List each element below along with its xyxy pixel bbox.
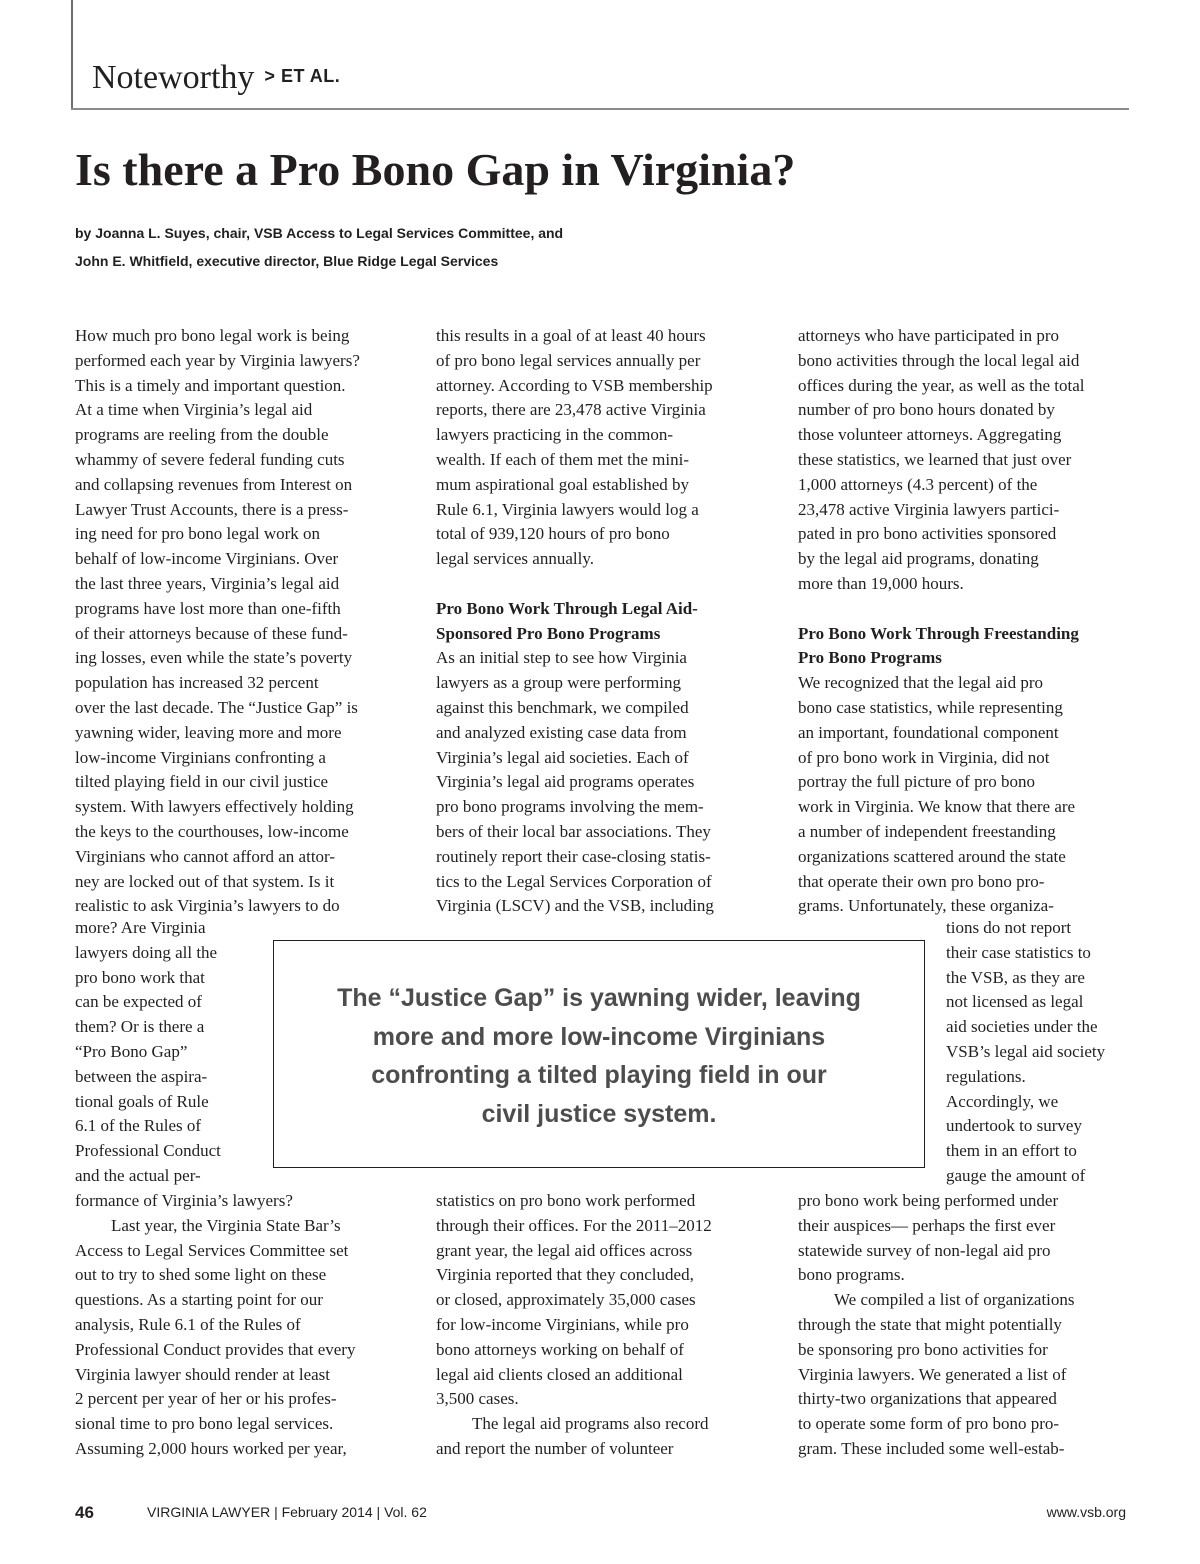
text-line: “Pro Bono Gap” [75, 1041, 188, 1061]
section-name: Noteworthy [92, 59, 255, 96]
text-line: Virginia reported that they concluded, [436, 1265, 694, 1285]
text-line: We compiled a list of organizations [834, 1290, 1075, 1310]
text-line: their case statistics to [946, 942, 1091, 962]
text-line: gauge the amount of [946, 1165, 1086, 1185]
column-3-wrap [946, 916, 1105, 1189]
text-line: by the legal aid programs, donating [798, 549, 1039, 569]
text-line: Virginia lawyers. We generated a list of [798, 1364, 1067, 1384]
text-line: not licensed as legal [946, 992, 1084, 1012]
column-3-top [798, 324, 1085, 919]
pull-quote-line: confronting a tilted playing field in our [371, 1061, 827, 1089]
column-3-intro [798, 324, 1085, 597]
text-line: regulations. [946, 1066, 1026, 1086]
text-line: of their attorneys because of these fund- [75, 623, 348, 643]
text-line: against this benchmark, we compiled [436, 697, 689, 717]
text-line: VSB’s legal aid society [946, 1041, 1106, 1061]
text-line: grant year, the legal aid offices across [436, 1240, 693, 1260]
text-line: or closed, approximately 35,000 cases [436, 1290, 696, 1310]
text-line: a number of independent freestanding [798, 821, 1056, 841]
column-2-intro [436, 324, 714, 572]
text-line: How much pro bono legal work is being [75, 326, 350, 345]
text-line: Virginia lawyer should render at least [75, 1364, 330, 1384]
text-line: ney are locked out of that system. Is it [75, 871, 335, 891]
column-3-spacer [798, 597, 1085, 622]
text-line: As an initial step to see how Virginia [436, 648, 687, 668]
text-line: an important, foundational component [798, 722, 1059, 742]
section-separator: > [264, 66, 275, 86]
text-line: for low-income Virginians, while pro [436, 1314, 689, 1334]
text-line: bono case statistics, while representing [798, 697, 1063, 717]
text-line: This is a timely and important question. [75, 375, 346, 395]
text-line: realistic to ask Virginia’s lawyers to do [75, 896, 340, 916]
article-title: Is there a Pro Bono Gap in Virginia? [75, 144, 796, 195]
footer-url: www.vsb.org [1046, 1504, 1126, 1520]
text-line: programs are reeling from the double [75, 425, 329, 445]
text-line: At a time when Virginia’s legal aid [75, 400, 313, 420]
text-line: 2 percent per year of her or his profes- [75, 1389, 337, 1409]
text-line: Access to Legal Services Committee set [75, 1240, 349, 1260]
text-line: through the state that might potentially [798, 1314, 1062, 1334]
text-line: Virginia (LSCV) and the VSB, including [436, 896, 714, 916]
text-line: Lawyer Trust Accounts, there is a press- [75, 499, 349, 519]
text-line: their auspices— perhaps the first ever [798, 1215, 1056, 1235]
magazine-info: VIRGINIA LAWYER | February 2014 | Vol. 62 [147, 1504, 427, 1520]
text-line: over the last decade. The “Justice Gap” is [75, 697, 358, 717]
column-2-bottom [436, 1189, 712, 1462]
column-2-top [436, 324, 714, 919]
text-line: bono activities through the local legal aid [798, 350, 1080, 370]
text-line: whammy of severe federal funding cuts [75, 449, 345, 469]
column-1-top [75, 324, 360, 919]
column-3-body [798, 671, 1085, 919]
text-line: Virginia’s legal aid programs operates [436, 772, 695, 792]
text-line: and report the number of volunteer [436, 1438, 674, 1458]
text-line: them in an effort to [946, 1141, 1077, 1161]
text-line: more than 19,000 hours. [798, 573, 964, 593]
text-line: the keys to the courthouses, low-income [75, 821, 349, 841]
text-line: between the aspira- [75, 1066, 208, 1086]
header-horizontal-rule [71, 108, 1129, 110]
text-line: work in Virginia. We know that there are [798, 797, 1076, 817]
text-line: tional goals of Rule [75, 1091, 209, 1111]
text-line: organizations scattered around the state [798, 846, 1066, 866]
text-line: Virginia’s legal aid societies. Each of [436, 747, 689, 767]
text-line: through their offices. For the 2011–2012 [436, 1215, 712, 1235]
text-line: bers of their local bar associations. They [436, 821, 711, 841]
text-line: tilted playing field in our civil justice [75, 772, 329, 792]
text-line: portray the full picture of pro bono [798, 772, 1035, 792]
text-line: analysis, Rule 6.1 of the Rules of [75, 1314, 301, 1334]
subheading-line: Pro Bono Work Through Freestanding [798, 623, 1079, 643]
pull-quote-line: civil justice system. [481, 1099, 717, 1128]
text-line: behalf of low-income Virginians. Over [75, 549, 339, 569]
text-line: reports, there are 23,478 active Virginia [436, 400, 706, 420]
text-line: tions do not report [946, 918, 1072, 937]
text-line: grams. Unfortunately, these organiza- [798, 896, 1054, 916]
text-line: tics to the Legal Services Corporation of [436, 871, 712, 891]
text-line: can be expected of [75, 992, 202, 1012]
text-line: be sponsoring pro bono activities for [798, 1339, 1048, 1359]
text-line: the VSB, as they are [946, 967, 1085, 987]
text-line: pated in pro bono activities sponsored [798, 524, 1057, 544]
subheading-line: Sponsored Pro Bono Programs [436, 623, 661, 643]
column-3-subheading [798, 622, 1085, 672]
subheading-line: Pro Bono Work Through Legal Aid- [436, 598, 698, 618]
text-line: bono attorneys working on behalf of [436, 1339, 684, 1359]
text-line: pro bono programs involving the mem- [436, 797, 704, 817]
text-line: formance of Virginia’s lawyers? [75, 1191, 293, 1210]
text-line: number of pro bono hours donated by [798, 400, 1055, 420]
section-subsection: ET AL. [280, 66, 341, 86]
pull-quote-line: more and more low-income Virginians [372, 1022, 826, 1051]
text-line: system. With lawyers effectively holding [75, 797, 354, 817]
text-line: questions. As a starting point for our [75, 1290, 323, 1310]
text-line: and collapsing revenues from Interest on [75, 474, 353, 494]
text-line: bono programs. [798, 1265, 905, 1285]
column-3-bottom [798, 1189, 1075, 1462]
text-line: total of 939,120 hours of pro bono [436, 524, 670, 544]
byline-line-2: John E. Whitfield, executive director, Blue Ridge Legal Services [75, 253, 499, 269]
text-line: lawyers as a group were performing [436, 673, 681, 693]
text-line: and the actual per- [75, 1165, 201, 1185]
text-line: yawning wider, leaving more and more [75, 722, 342, 742]
text-line: the last three years, Virginia’s legal aid [75, 573, 340, 593]
text-line: low-income Virginians confronting a [75, 747, 326, 767]
text-line: routinely report their case-closing statis- [436, 846, 711, 866]
text-line: attorney. According to VSB membership [436, 375, 713, 395]
text-line: 23,478 active Virginia lawyers partici- [798, 499, 1060, 519]
text-line: legal services annually. [436, 549, 594, 569]
text-line: those volunteer attorneys. Aggregating [798, 425, 1062, 445]
text-line: 6.1 of the Rules of [75, 1116, 202, 1136]
text-line: aid societies under the [946, 1017, 1098, 1037]
text-line: Accordingly, we [946, 1091, 1059, 1111]
text-line: lawyers doing all the [75, 942, 218, 962]
column-1-wrap [75, 916, 221, 1189]
text-line: 1,000 attorneys (4.3 percent) of the [798, 474, 1038, 494]
text-line: thirty-two organizations that appeared [798, 1389, 1057, 1409]
column-2-subheading [436, 597, 714, 647]
pull-quote [273, 940, 925, 1168]
text-line: Professional Conduct [75, 1141, 221, 1161]
text-line: attorneys who have participated in pro [798, 326, 1060, 345]
text-line: programs have lost more than one-fifth [75, 598, 341, 618]
text-line: them? Or is there a [75, 1017, 205, 1037]
column-2-body [436, 646, 714, 919]
section-header [92, 56, 340, 104]
text-line: ing losses, even while the state’s poverty [75, 648, 353, 668]
text-line: Professional Conduct provides that every [75, 1339, 356, 1359]
text-line: that operate their own pro bono pro- [798, 871, 1045, 891]
text-line: wealth. If each of them met the mini- [436, 449, 690, 469]
text-line: 3,500 cases. [436, 1389, 519, 1409]
text-line: these statistics, we learned that just over [798, 449, 1072, 469]
text-line: offices during the year, as well as the total [798, 375, 1085, 395]
subheading-line: Pro Bono Programs [798, 648, 942, 668]
text-line: Assuming 2,000 hours worked per year, [75, 1438, 347, 1458]
text-line: out to try to shed some light on these [75, 1265, 327, 1285]
text-line: more? Are Virginia [75, 918, 206, 937]
text-line: of pro bono work in Virginia, did not [798, 747, 1050, 767]
text-line: gram. These included some well-estab- [798, 1438, 1065, 1458]
text-line: ing need for pro bono legal work on [75, 524, 321, 544]
text-line: undertook to survey [946, 1116, 1082, 1136]
text-line: The legal aid programs also record [472, 1414, 709, 1434]
text-line: lawyers practicing in the common- [436, 425, 673, 445]
text-line: and analyzed existing case data from [436, 722, 687, 742]
text-line: pro bono work being performed under [798, 1191, 1059, 1210]
text-line: sional time to pro bono legal services. [75, 1414, 334, 1434]
text-line: Rule 6.1, Virginia lawyers would log a [436, 499, 699, 519]
text-line: mum aspirational goal established by [436, 474, 690, 494]
text-line: this results in a goal of at least 40 hours [436, 326, 706, 345]
column-1-bottom [75, 1189, 355, 1462]
text-line: Virginians who cannot afford an attor- [75, 846, 336, 866]
text-line: statewide survey of non-legal aid pro [798, 1240, 1051, 1260]
header-vertical-rule [71, 0, 73, 110]
text-line: legal aid clients closed an additional [436, 1364, 683, 1384]
pull-quote-line: The “Justice Gap” is yawning wider, leaving [337, 984, 861, 1012]
text-line: Last year, the Virginia State Bar’s [111, 1215, 341, 1235]
text-line: pro bono work that [75, 967, 205, 987]
text-line: population has increased 32 percent [75, 673, 319, 693]
byline-line-1: by Joanna L. Suyes, chair, VSB Access to Legal Services Committee, and [75, 225, 564, 241]
page-number: 46 [75, 1503, 94, 1522]
text-line: statistics on pro bono work performed [436, 1191, 696, 1210]
text-line: of pro bono legal services annually per [436, 350, 701, 370]
column-2-spacer [436, 572, 714, 597]
text-line: We recognized that the legal aid pro [798, 673, 1044, 693]
text-line: to operate some form of pro bono pro- [798, 1414, 1060, 1434]
text-line: performed each year by Virginia lawyers? [75, 350, 360, 370]
